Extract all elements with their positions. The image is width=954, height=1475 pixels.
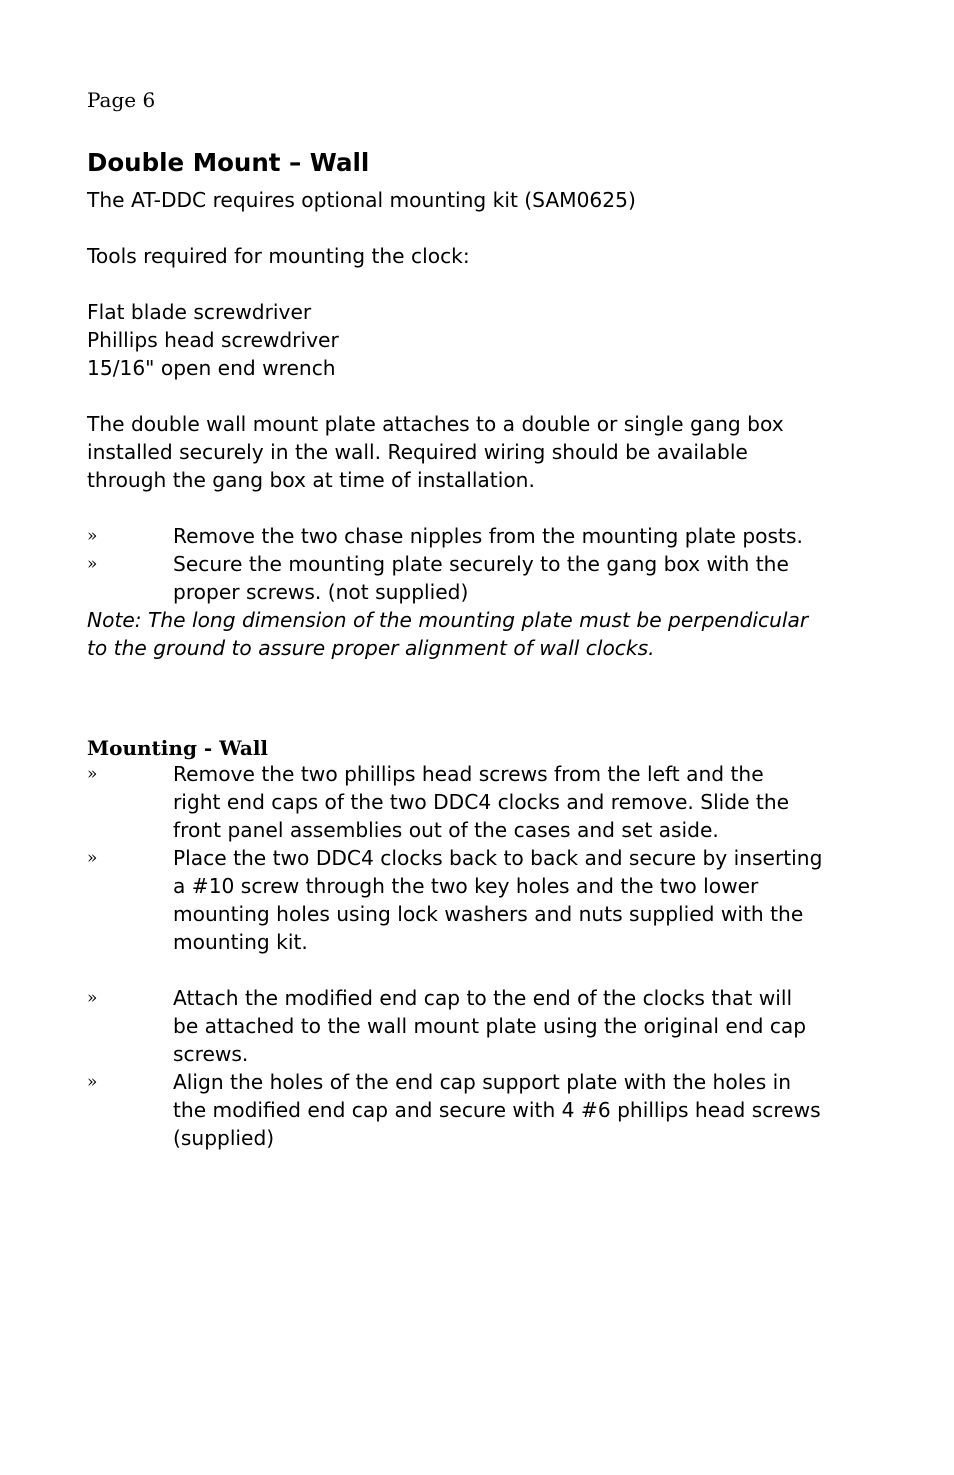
page-title: Double Mount – Wall [87, 148, 370, 177]
note-line: Note: The long dimension of the mounting plate must be perpendicular [87, 608, 809, 632]
page-number: Page 6 [87, 88, 156, 112]
step-item [87, 844, 877, 956]
step-line: Attach the modified end cap to the end of the clocks that will [173, 986, 793, 1010]
bullet-marker: » [87, 988, 98, 1008]
step-line: Align the holes of the end cap support plate with the holes in [173, 1070, 792, 1094]
mounting-steps [87, 760, 877, 1152]
step-line: Remove the two phillips head screws from the left and the [173, 762, 764, 786]
step-item [87, 760, 877, 844]
tool-item: 15/16" open end wrench [87, 356, 336, 380]
step-line: Secure the mounting plate securely to the gang box with the [173, 552, 789, 576]
step-line: the modified end cap and secure with 4 #6 phillips head screws [173, 1098, 821, 1122]
description-line: The double wall mount plate attaches to a double or single gang box [87, 412, 784, 436]
step-item [87, 1068, 877, 1152]
section-subheading: Mounting - Wall [87, 736, 269, 760]
step-line: Remove the two chase nipples from the mounting plate posts. [173, 524, 803, 548]
bullet-marker: » [87, 764, 98, 784]
step-line: (supplied) [173, 1126, 275, 1150]
step-item [87, 550, 877, 606]
step-line: be attached to the wall mount plate using the original end cap [173, 1014, 807, 1038]
note-line: to the ground to assure proper alignment of wall clocks. [87, 636, 655, 660]
step-line: screws. [173, 1042, 249, 1066]
bullet-marker: » [87, 526, 98, 546]
intro-text: The AT-DDC requires optional mounting kit (SAM0625) [87, 188, 636, 212]
step-line: a #10 screw through the two key holes and the two lower [173, 874, 759, 898]
tool-item: Flat blade screwdriver [87, 300, 312, 324]
section-body [87, 186, 877, 662]
step-line: proper screws. (not supplied) [173, 580, 469, 604]
bullet-marker: » [87, 848, 98, 868]
step-item [87, 984, 877, 1068]
step-line: right end caps of the two DDC4 clocks and remove. Slide the [173, 790, 790, 814]
step-line: front panel assemblies out of the cases and set aside. [173, 818, 719, 842]
step-line: Place the two DDC4 clocks back to back and secure by inserting [173, 846, 823, 870]
bullet-marker: » [87, 1072, 98, 1092]
step-item [87, 522, 877, 550]
tools-heading: Tools required for mounting the clock: [87, 244, 470, 268]
bullet-marker: » [87, 554, 98, 574]
description-line: installed securely in the wall. Required wiring should be available [87, 440, 748, 464]
tool-item: Phillips head screwdriver [87, 328, 339, 352]
step-line: mounting holes using lock washers and nuts supplied with the [173, 902, 804, 926]
step-line: mounting kit. [173, 930, 308, 954]
description-line: through the gang box at time of installation. [87, 468, 535, 492]
